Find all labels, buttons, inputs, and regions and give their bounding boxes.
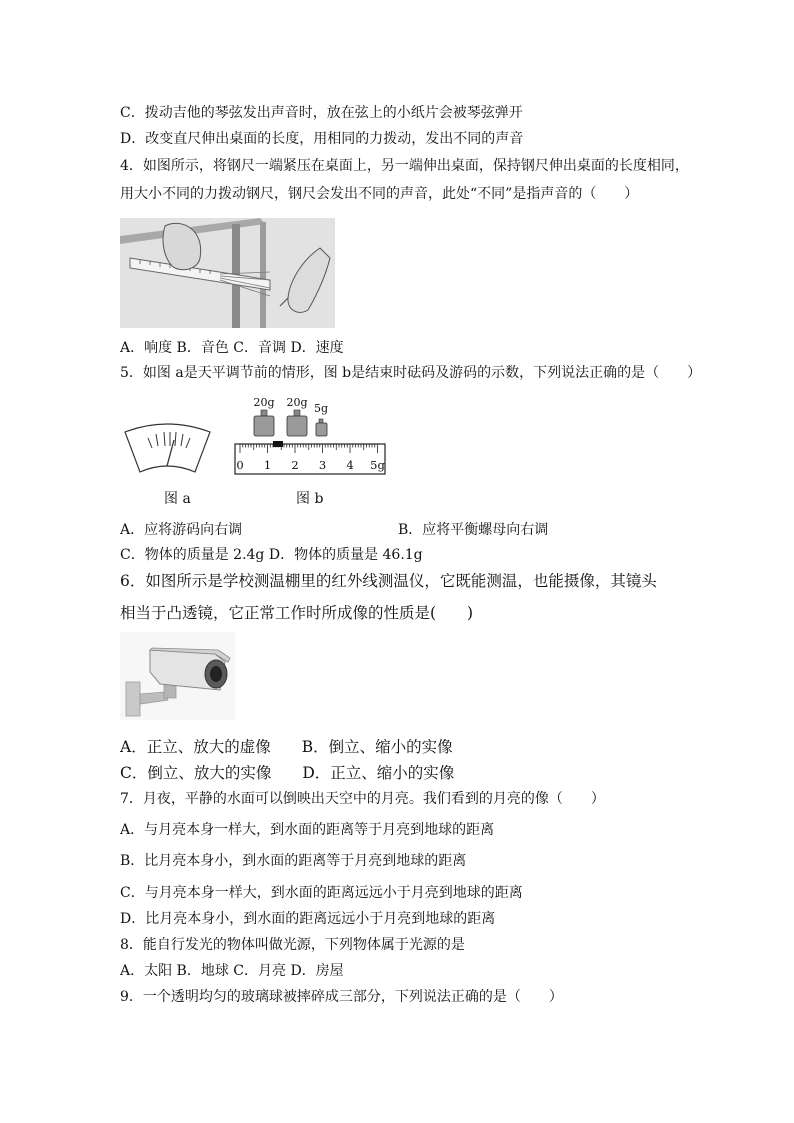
q7-option-b: B．比月亮本身小，到水面的距离等于月亮到地球的距离 xyxy=(120,853,467,869)
q8-options: A．太阳 B．地球 C．月亮 D．房屋 xyxy=(120,963,344,979)
q5-option-b: B．应将平衡螺母向右调 xyxy=(398,522,549,538)
q4-options: A．响度 B．音色 C．音调 D．速度 xyxy=(120,340,344,356)
scale-tick-label: 4 xyxy=(346,458,354,472)
q6-stem-line1: 6．如图所示是学校测温棚里的红外线测温仪，它既能测温，也能摄像，其镜头 xyxy=(120,572,657,590)
weights-and-rider-figure-b xyxy=(230,392,395,478)
q3-option-d: D．改变直尺伸出桌面的长度，用相同的力拨动，发出不同的声音 xyxy=(120,131,524,147)
q7-stem: 7．月夜，平静的水面可以倒映出天空中的月亮。我们看到的月亮的像（ ） xyxy=(120,791,605,807)
q5-option-a: A．应将游码向右调 xyxy=(120,522,243,538)
beam-scale xyxy=(235,444,385,474)
ruler-on-table-figure xyxy=(120,218,335,328)
q9-stem: 9．一个透明均匀的玻璃球被摔碎成三部分，下列说法正确的是（ ） xyxy=(120,989,563,1005)
scale-tick-label: 5g xyxy=(370,458,385,472)
scale-tick-label: 1 xyxy=(263,458,272,472)
q6-options-ab: A．正立、放大的虚像 B．倒立、缩小的实像 xyxy=(120,738,453,756)
weight-label-3: 5g xyxy=(313,402,329,415)
q3-option-c: C．拨动吉他的琴弦发出声音时，放在弦上的小纸片会被琴弦弹开 xyxy=(120,105,523,121)
q5-stem: 5．如图 a是天平调节前的情形，图 b是结束时砝码及游码的示数，下列说法正确的是（ ） xyxy=(120,365,702,381)
q6-stem-line2: 相当于凸透镜，它正常工作时所成像的性质是( ) xyxy=(120,604,474,622)
balance-dial-figure-a xyxy=(120,420,215,476)
weight-3 xyxy=(319,419,323,423)
q4-stem-line2: 用大小不同的力拨动钢尺，钢尺会发出不同的声音，此处“不同”是指声音的（ ） xyxy=(120,186,639,202)
weight-label-2: 20g xyxy=(286,396,308,409)
figure-a-label: 图 a xyxy=(164,491,191,507)
scale-tick-label: 3 xyxy=(318,458,327,472)
figure-b-label: 图 b xyxy=(296,491,324,507)
q5-options-cd: C．物体的质量是 2.4g D．物体的质量是 46.1g xyxy=(120,547,423,563)
q8-stem: 8．能自行发光的物体叫做光源，下列物体属于光源的是 xyxy=(120,937,465,953)
q6-options-cd: C．倒立、放大的实像 D．正立、缩小的实像 xyxy=(120,764,455,782)
weight-label-1: 20g xyxy=(253,396,275,409)
weight-1 xyxy=(261,410,267,416)
scale-tick-label: 2 xyxy=(291,458,299,472)
q7-option-a: A．与月亮本身一样大，到水面的距离等于月亮到地球的距离 xyxy=(120,822,495,838)
weight-2 xyxy=(294,410,300,416)
q7-option-c: C．与月亮本身一样大，到水面的距离远远小于月亮到地球的距离 xyxy=(120,885,523,901)
q4-stem-line1: 4．如图所示，将钢尺一端紧压在桌面上，另一端伸出桌面，保持钢尺伸出桌面的长度相同， xyxy=(120,158,689,174)
q7-option-d: D．比月亮本身小，到水面的距离远远小于月亮到地球的距离 xyxy=(120,911,496,927)
scale-tick-label: 0 xyxy=(236,458,244,472)
camera-thermometer-figure xyxy=(120,632,235,720)
